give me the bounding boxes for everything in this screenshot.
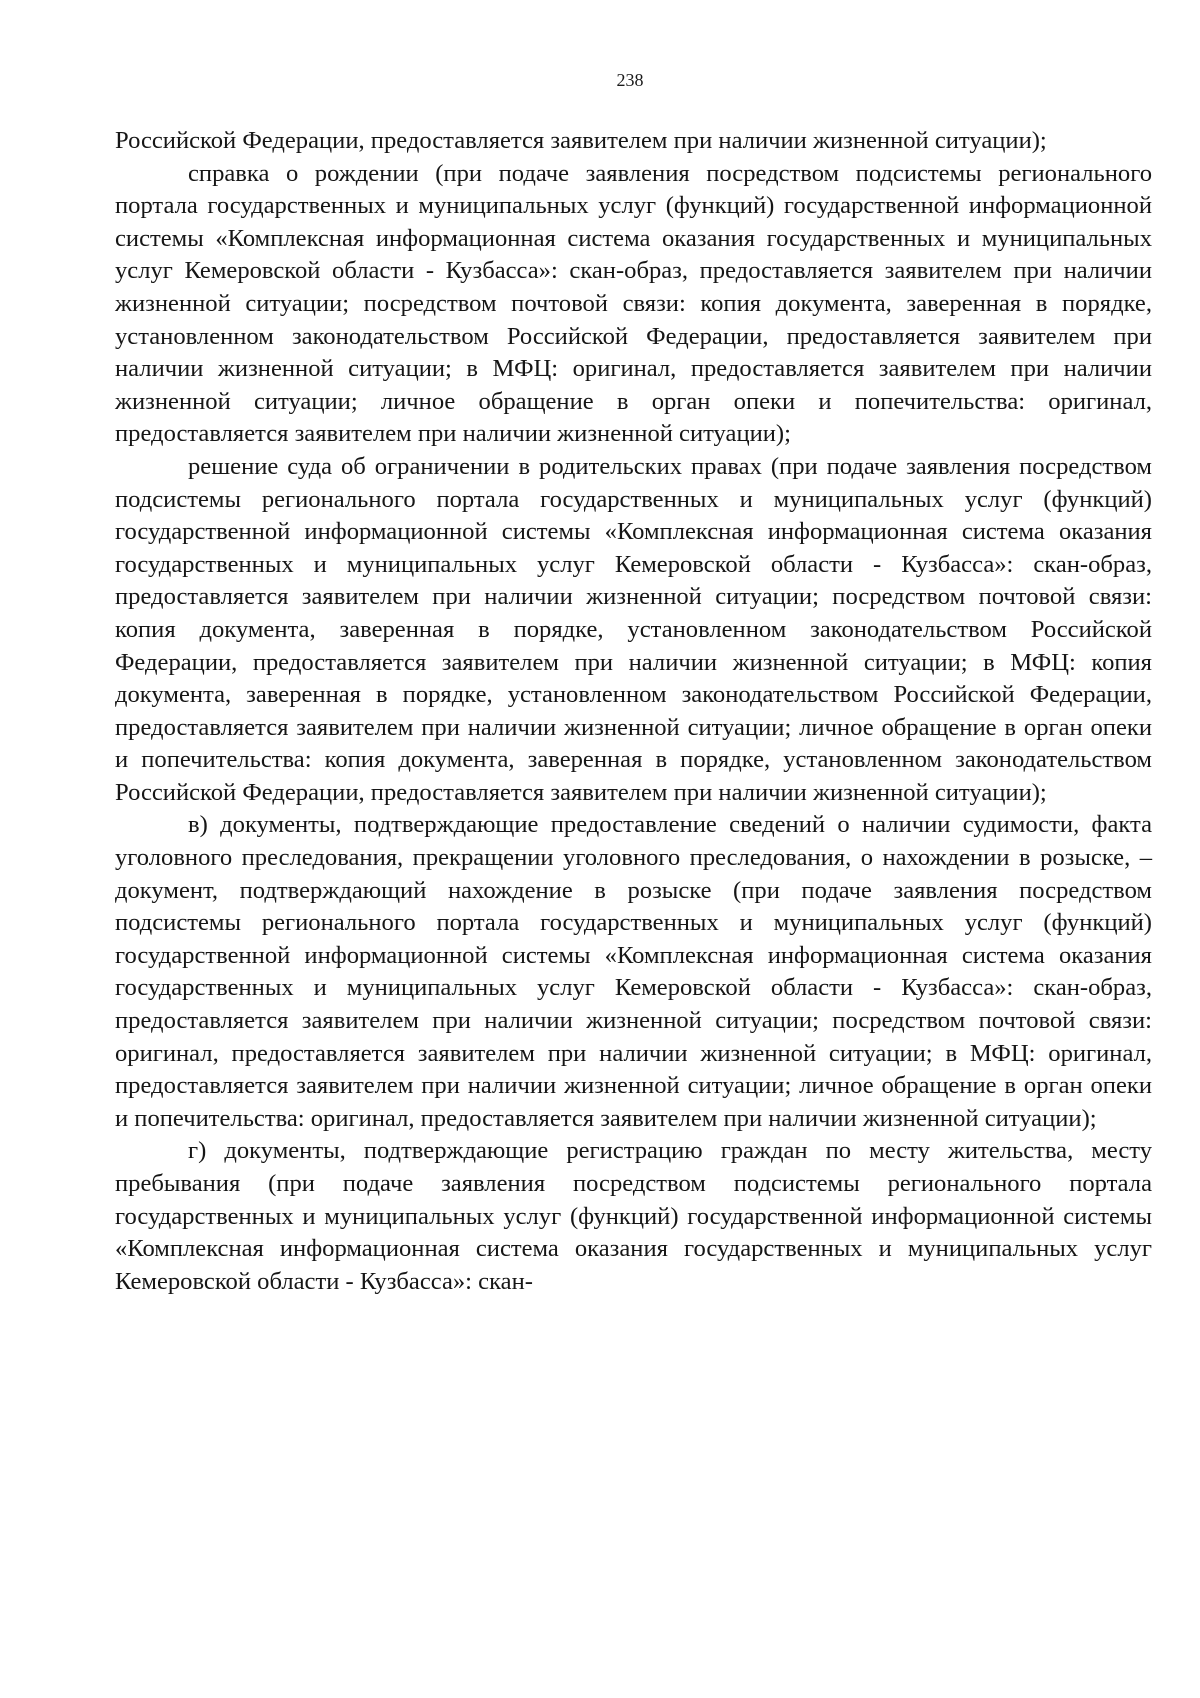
paragraph-continuation: Российской Федерации, предоставляется заявителем при наличии жизненной ситуации);	[115, 127, 1047, 154]
paragraph-item-g: г) документы, подтверждающие регистрацию граждан по месту жительства, месту пребывания (при подаче заявления посредством подсистемы регионального портала государственных и муниципальных услуг (функций) государственной информационной системы «Комплексная информационная система оказания государственных и муниципальных услуг Кемеровской области - Кузбасса»: скан-	[115, 1137, 1152, 1295]
paragraph-item-v: в) документы, подтверждающие предоставление сведений о наличии судимости, факта уголовного преследования, прекращении уголовного преследования, о нахождении в розыске, – документ, подтверждающий нахождение в розыске (при подаче заявления посредством подсистемы регионального портала государственных и муниципальных услуг (функций) государственной информационной системы «Комплексная информационная система оказания государственных и муниципальных услуг Кемеровской области - Кузбасса»: скан-образ, предоставляется заявителем при наличии жизненной ситуации; посредством почтовой связи: оригинал, предоставляется заявителем при наличии жизненной ситуации; в МФЦ: оригинал, предоставляется заявителем при наличии жизненной ситуации; личное обращение в орган опеки и попечительства: оригинал, предоставляется заявителем при наличии жизненной ситуации);	[115, 811, 1152, 1132]
paragraph-court-decision: решение суда об ограничении в родительских правах (при подаче заявления посредством подсистемы регионального портала государственных и муниципальных услуг (функций) государственной информационной системы «Комплексная информационная система оказания государственных и муниципальных услуг Кемеровской области - Кузбасса»: скан-образ, предоставляется заявителем при наличии жизненной ситуации; посредством почтовой связи: копия документа, заверенная в порядке, установленном законодательством Российской Федерации, предоставляется заявителем при наличии жизненной ситуации; в МФЦ: копия документа, заверенная в порядке, установленном законодательством Российской Федерации, предоставляется заявителем при наличии жизненной ситуации; личное обращение в орган опеки и попечительства: копия документа, заверенная в порядке, установленном законодательством Российской Федерации, предоставляется заявителем при наличии жизненной ситуации);	[115, 452, 1152, 806]
paragraph-birth-certificate: справка о рождении (при подаче заявления посредством подсистемы регионального портала государственных и муниципальных услуг (функций) государственной информационной системы «Комплексная информационная система оказания государственных и муниципальных услуг Кемеровской области - Кузбасса»: скан-образ, предоставляется заявителем при наличии жизненной ситуации; посредством почтовой связи: копия документа, заверенная в порядке, установленном законодательством Российской Федерации, предоставляется заявителем при наличии жизненной ситуации; в МФЦ: оригинал, предоставляется заявителем при наличии жизненной ситуации; личное обращение в орган опеки и попечительства: оригинал, предоставляется заявителем при наличии жизненной ситуации);	[115, 159, 1152, 448]
document-body	[115, 125, 1152, 1298]
page-number: 238	[616, 70, 644, 90]
